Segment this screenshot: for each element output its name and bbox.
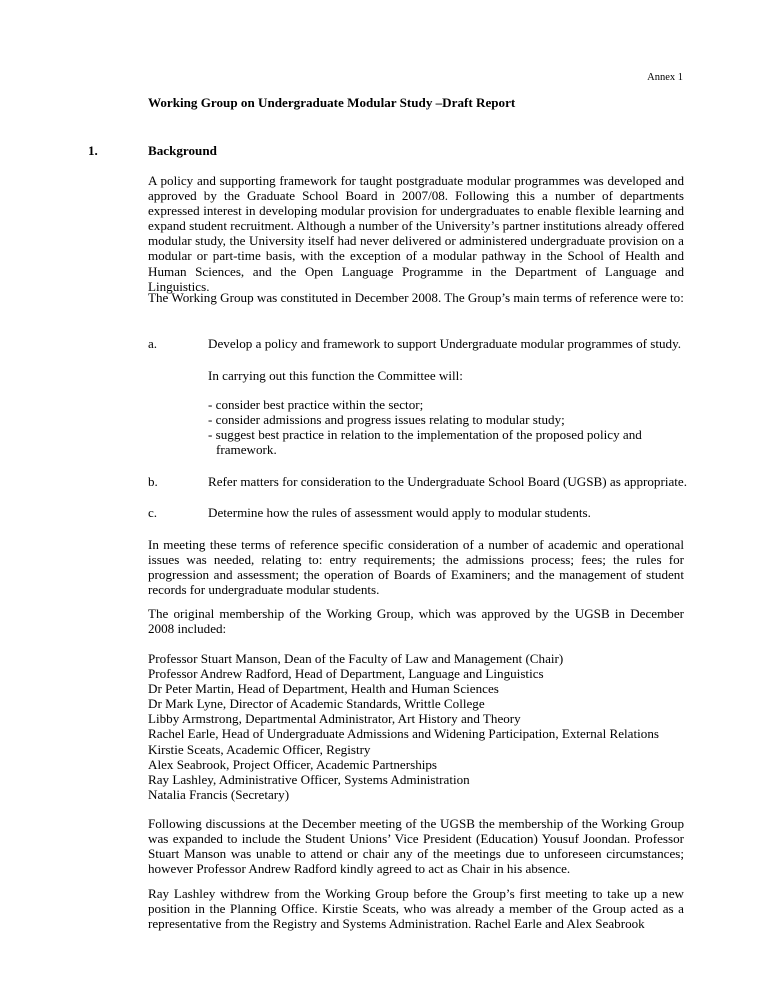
paragraph-membership-changes: Following discussions at the December meeting of the UGSB the membership of the Working Group was expanded to include the Student Unions’ Vice President (Education) Yousuf Joondan. Professor Stuart Manson was unable to attend or chair any of the meetings due to unforeseen circumstances; however Professor Andrew Radford kindly agreed to act as Chair in his absence.	[148, 816, 684, 877]
document-title: Working Group on Undergraduate Modular Study –Draft Report	[148, 95, 516, 110]
list-item: Alex Seabrook, Project Officer, Academic Partnerships	[148, 756, 438, 772]
paragraph-considerations: In meeting these terms of reference specific consideration of a number of academic and operational issues was needed, relating to: entry requirements; the admissions process; fees; the rules for progression and assessment; the operation of Boards of Examiners; and the management of student records for undergraduate modular students.	[148, 537, 684, 598]
paragraph-withdrawal: Ray Lashley withdrew from the Working Group before the Group’s first meeting to take up a new position in the Planning Office. Kirstie Sceats, who was already a member of the Group acted as a representative from the Registry and Systems Administration. Rachel Earle and Alex Seabrook	[148, 886, 684, 932]
list-item: - suggest best practice in relation to the implementation of the proposed policy and framework.	[208, 427, 642, 458]
committee-bullet-list	[208, 397, 678, 457]
list-item: Ray Lashley, Administrative Officer, Systems Administration	[148, 771, 470, 787]
paragraph-background-1: A policy and supporting framework for taught postgraduate modular programmes was developed and approved by the Graduate School Board in 2007/08. Following this a number of departments expressed interest in developing modular provision for undergraduates to enable flexible learning and expand student recruitment. Although a number of the University’s partner institutions already offered modular study, the University itself had never delivered or administered undergraduate provision on a modular or part-time basis, with the exception of a modular pathway in the School of Health and Human Sciences, and the Open Language Programme in the Department of Language and Linguistics.	[148, 173, 684, 294]
list-item: Professor Stuart Manson, Dean of the Faculty of Law and Management (Chair)	[148, 651, 564, 666]
annex-label: Annex 1	[647, 72, 683, 83]
term-b-letter: b.	[148, 474, 158, 489]
list-item: Libby Armstrong, Departmental Administrator, Art History and Theory	[148, 711, 521, 727]
section-number: 1.	[88, 143, 98, 158]
committee-intro: In carrying out this function the Committee will:	[208, 368, 463, 383]
list-item: Kirstie Sceats, Academic Officer, Registry	[148, 741, 371, 757]
term-c-letter: c.	[148, 505, 158, 520]
list-item: Dr Mark Lyne, Director of Academic Standards, Writtle College	[148, 696, 485, 712]
list-item: Professor Andrew Radford, Head of Department, Language and Linguistics	[148, 666, 544, 682]
term-a-text: Develop a policy and framework to support Undergraduate modular programmes of study.	[208, 336, 682, 351]
list-item: Rachel Earle, Head of Undergraduate Admissions and Widening Participation, External Relations	[148, 726, 659, 742]
paragraph-terms-intro: The Working Group was constituted in December 2008. The Group’s main terms of reference were to:	[148, 290, 684, 305]
list-item: - consider best practice within the sector;	[208, 397, 424, 412]
term-c-text: Determine how the rules of assessment would apply to modular students.	[208, 505, 591, 520]
term-a-letter: a.	[148, 336, 158, 351]
paragraph-membership-intro: The original membership of the Working Group, which was approved by the UGSB in December 2008 included:	[148, 606, 684, 637]
list-item: Natalia Francis (Secretary)	[148, 786, 290, 802]
member-list	[148, 651, 684, 802]
section-heading: Background	[148, 143, 217, 158]
list-item: Dr Peter Martin, Head of Department, Health and Human Sciences	[148, 681, 499, 697]
list-item: - consider admissions and progress issues relating to modular study;	[208, 412, 565, 428]
term-b-text: Refer matters for consideration to the Undergraduate School Board (UGSB) as appropriate.	[208, 474, 687, 489]
